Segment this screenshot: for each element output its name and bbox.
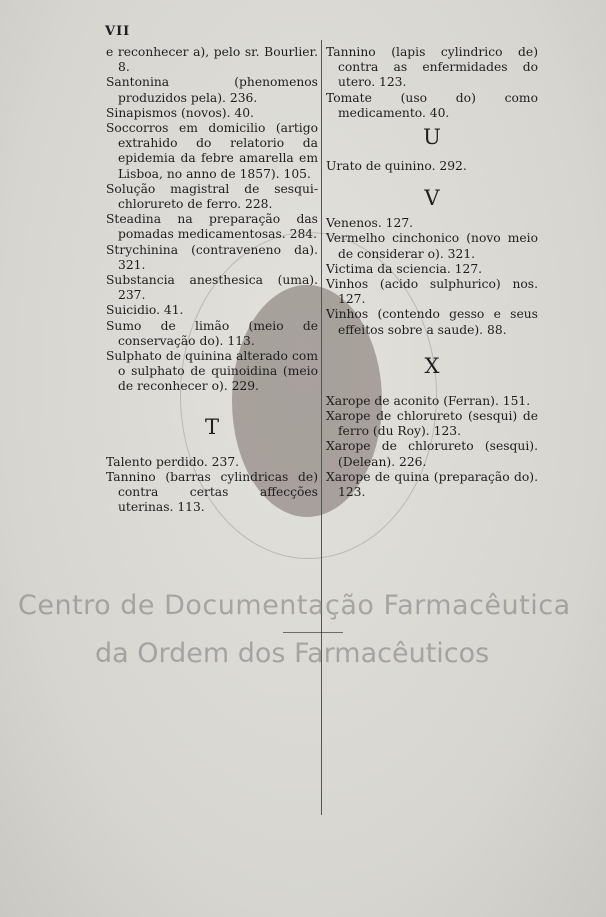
index-entry: Urato de quinino. 292. — [326, 159, 467, 174]
index-entry: Soccorros em domicilio (artigo extrahido do relatorio da epidemia da febre amarella em Lisboa, no anno de 1857). 105. — [106, 121, 318, 181]
index-entry: Tannino (lapis cylindrico de) contra as enfermidades do utero. 123. — [326, 45, 538, 90]
column-divider — [321, 40, 322, 815]
index-entry: Vinhos (acido sulphurico) nos. 127. — [326, 277, 538, 307]
watermark-line-1: Centro de Documentação Farmacêutica — [18, 590, 571, 621]
index-entry: Strychinina (contraveneno da). 321. — [106, 242, 318, 272]
index-entry: Vinhos (contendo gesso e seus effeitos sobre a saude). 88. — [326, 307, 538, 337]
index-entry: Xarope de chlorureto (sesqui) de ferro (du Roy). 123. — [326, 409, 538, 439]
section-letter-t: T — [204, 414, 219, 439]
index-entry: Substancia anesthesica (uma). 237. — [106, 273, 318, 303]
index-entry: Solução magistral de sesqui-chlorureto de ferro. 228. — [106, 181, 318, 212]
page-folio: VII — [105, 24, 131, 39]
index-entry: Tomate (uso do) como medicamento. 40. — [326, 90, 538, 120]
index-entry: Venenos. 127. — [326, 216, 414, 231]
index-entry: Talento perdido. 237. — [106, 454, 240, 469]
watermark-line-2: da Ordem dos Farmacêuticos — [95, 638, 490, 669]
index-entry: Sinapismos (novos). 40. — [106, 105, 254, 120]
index-entry: Sulphato de quinina alterado com o sulphato de quinoidina (meio de reconhecer o). 229. — [106, 349, 318, 394]
index-entry: Xarope de quina (preparação do). 123. — [326, 469, 538, 500]
section-letter-u: U — [423, 125, 441, 150]
section-letter-v: V — [424, 186, 440, 211]
section-letter-x: X — [424, 353, 440, 378]
index-entry: Xarope de aconito (Ferran). 151. — [326, 393, 531, 408]
index-entry: Sumo de limão (meio de conservação do). 113. — [106, 318, 318, 348]
index-entry: Tannino (barras cylindricas de) contra certas affecções uterinas. 113. — [106, 469, 318, 515]
watermark-rule — [283, 632, 343, 633]
index-entry: Santonina (phenomenos produzidos pela). 236. — [106, 75, 318, 105]
right-column — [326, 45, 538, 500]
index-entry: Victima da sciencia. 127. — [326, 261, 483, 276]
index-entry: Suicidio. 41. — [106, 303, 184, 318]
index-entry: Vermelho cinchonico (novo meio de considerar o). 321. — [326, 231, 538, 261]
index-entry: e reconhecer a), pelo sr. Bourlier. 8. — [106, 45, 318, 75]
left-column — [106, 45, 318, 515]
index-entry: Xarope de chlorureto (sesqui). (Delean). 226. — [326, 439, 538, 469]
index-entry: Steadina na preparação das pomadas medicamentosas. 284. — [106, 212, 318, 242]
